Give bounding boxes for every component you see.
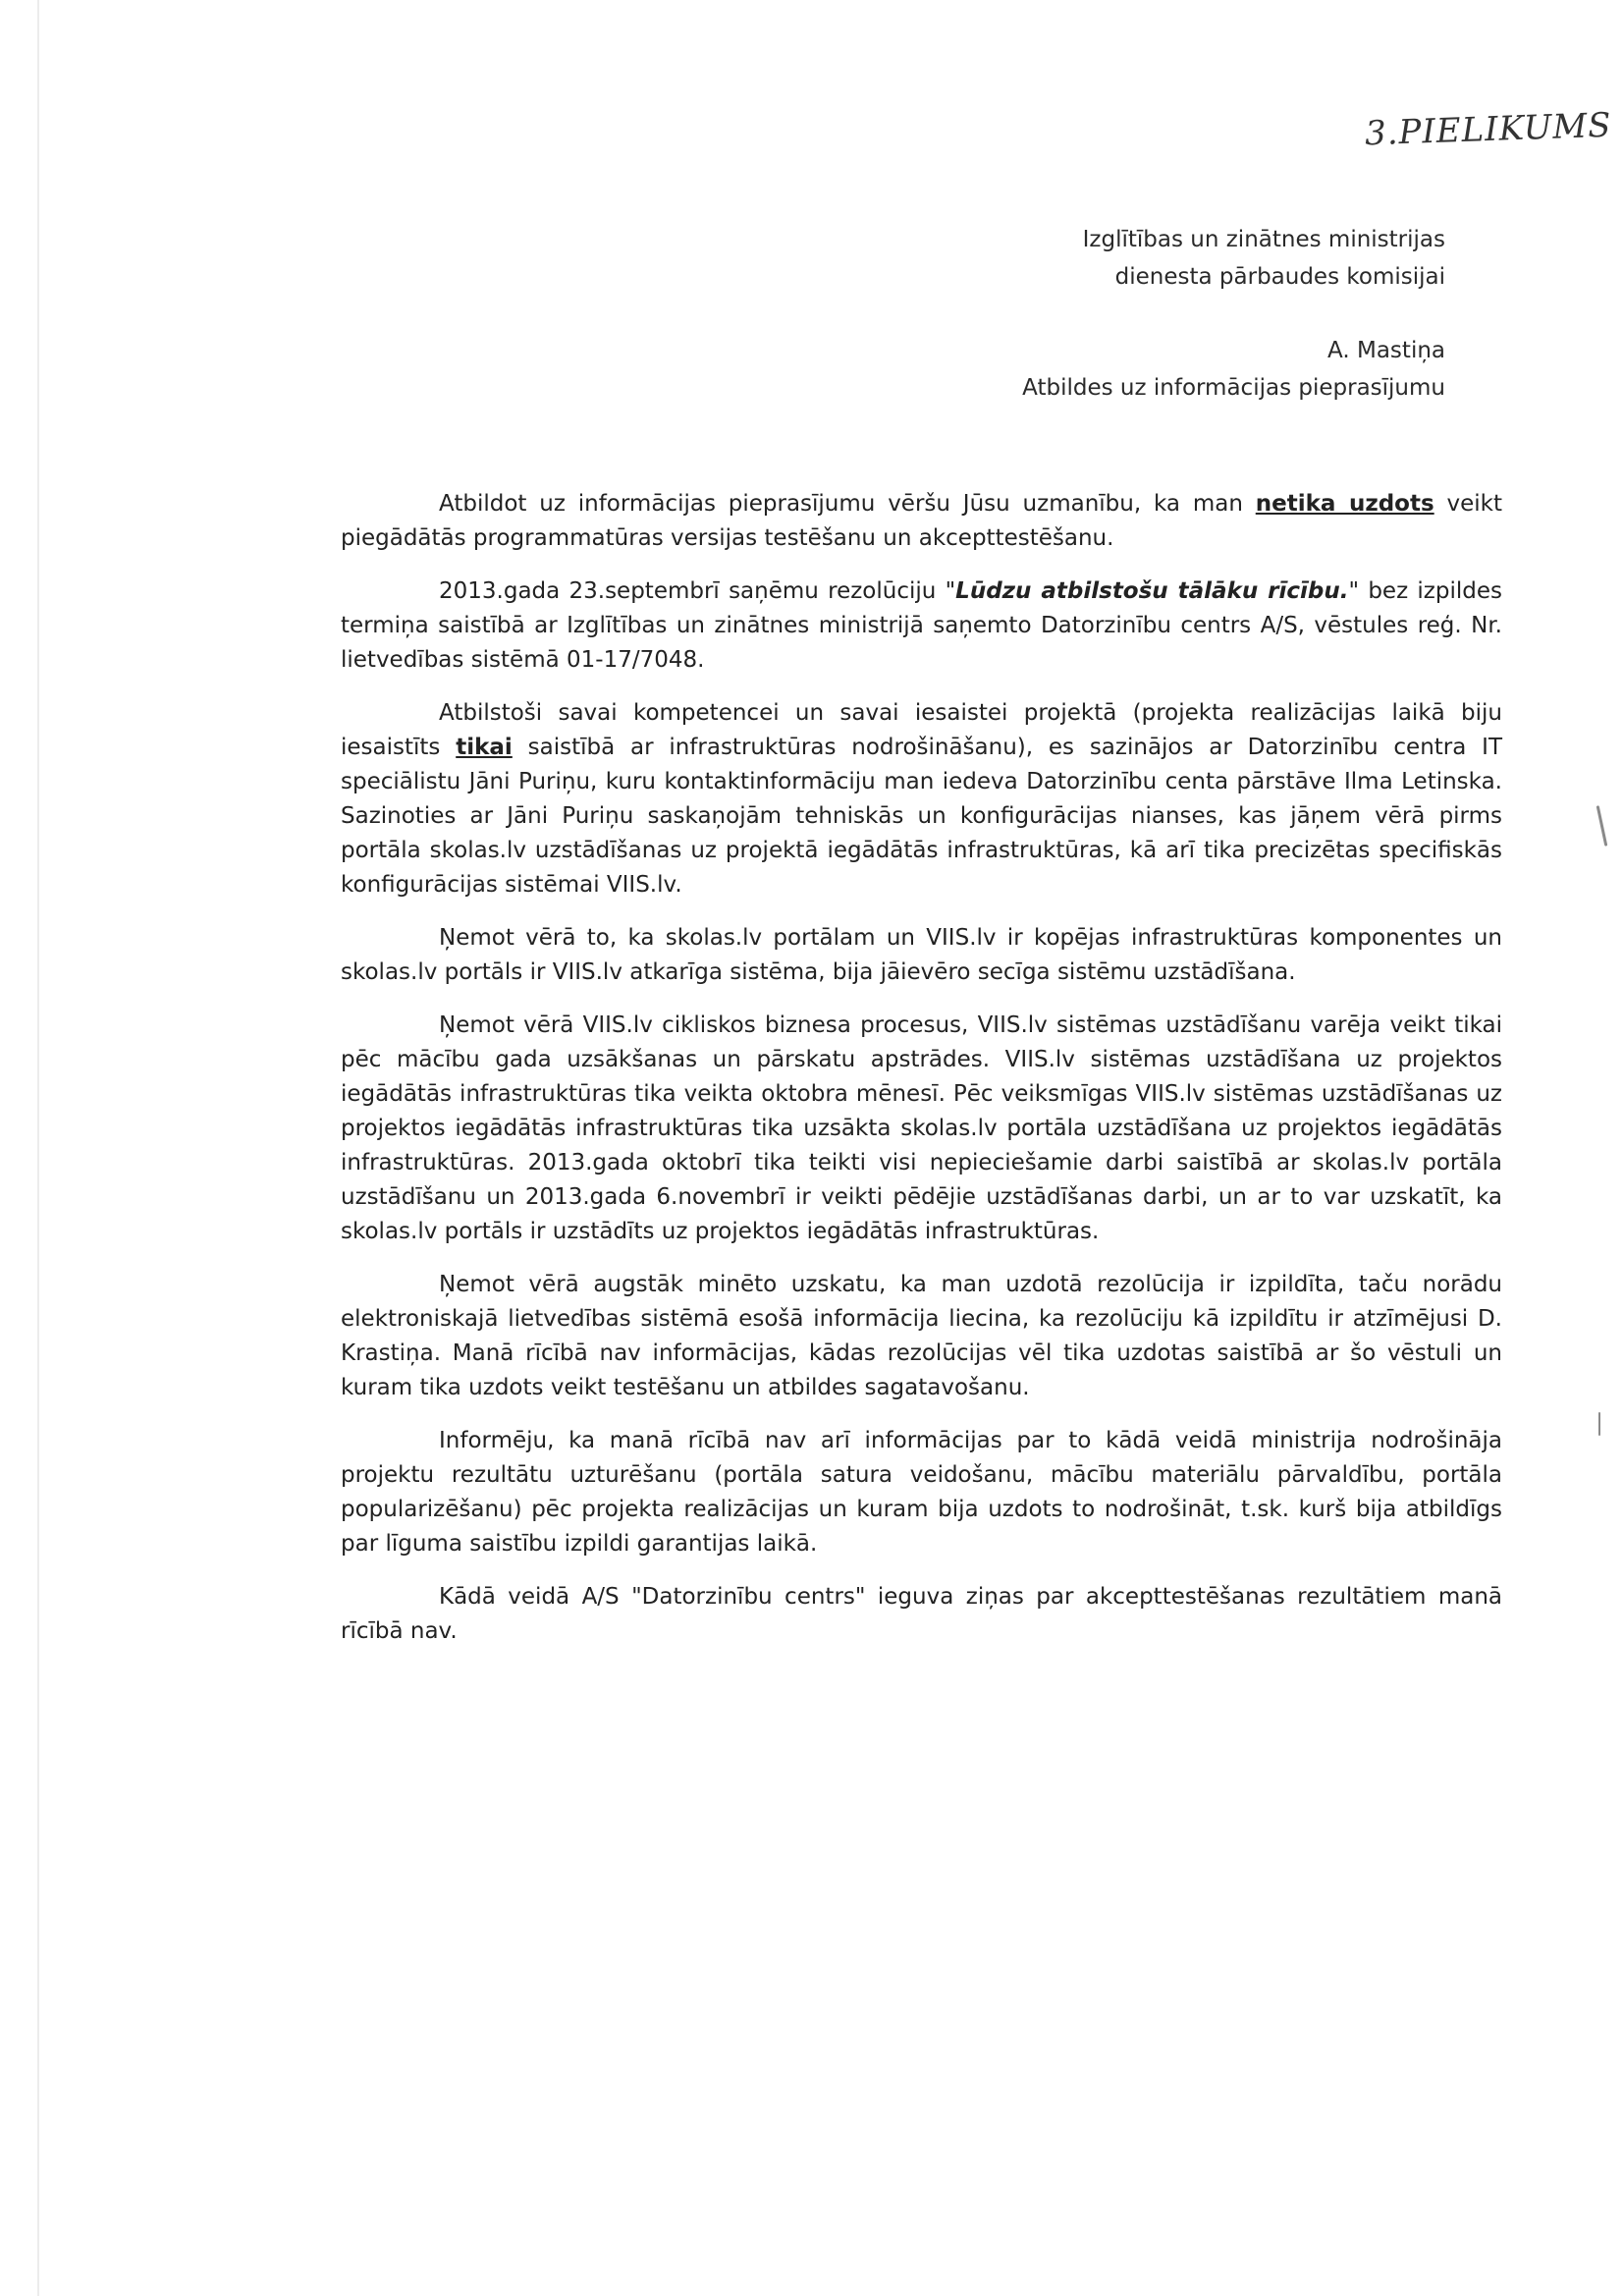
paragraph-3-underlined: tikai [456, 735, 513, 760]
paragraph-6: Ņemot vērā augstāk minēto uzskatu, ka man uzdotā rezolūcija ir izpildīta, taču norādu elektroniskajā lietvedības sistēmā esošā informācija liecina, ka rezolūciju kā izpildītu ir atzīmējusi D. Krastiņa. Manā rīcībā nav informācijas, kādas rezolūcijas vēl tika uzdotas saistībā ar šo vēstuli un kuram tika uzdots veikt testēšanu un atbildes sagatavošanu. [341, 1272, 1502, 1400]
addressee-block [1083, 221, 1445, 296]
scan-edge-line [37, 0, 39, 2296]
paragraph-5: Ņemot vērā VIIS.lv cikliskos biznesa procesus, VIIS.lv sistēmas uzstādīšanu varēja veikt tikai pēc mācību gada uzsākšanas un pārskatu apstrādes. VIIS.lv sistēmas uzstādīšana uz projektos iegādātās infrastruktūras tika veikta oktobra mēnesī. Pēc veiksmīgas VIIS.lv sistēmas uzstādīšanas uz projektos iegādātās infrastruktūras tika uzsākta skolas.lv portāla uzstādīšana uz projektos iegādātās infrastruktūras. 2013.gada oktobrī tika teikti visi nepieciešamie darbi saistībā ar skolas.lv portāla uzstādīšanu un 2013.gada 6.novembrī ir veikti pēdējie uzstādīšanas darbi, un ar to var uzskatīt, ka skolas.lv portāls ir uzstādīts uz projektos iegādātās infrastruktūras. [341, 1012, 1502, 1244]
paragraph-3-text-b: saistībā ar infrastruktūras nodrošināšanu), es sazinājos ar Datorzinību centra IT speciālistu Jāni Puriņu, kuru kontaktinformāciju man iedeva Datorzinību centa pārstāve Ilma Letinska. Sazinoties ar Jāni Puriņu saskaņojām tehniskās un konfigurācijas nianses, kas jāņem vērā pirms portāla skolas.lv uzstādīšanas uz projektā iegādātās infrastruktūras, kā arī tika precizētas specifiskās konfigurācijas sistēmai VIIS.lv. [341, 735, 1502, 898]
paragraph-3 [341, 696, 1502, 902]
paragraph-2-resolution-quote: Lūdzu atbilstošu tālāku rīcību. [955, 578, 1349, 604]
paragraph-2-text-b: " bez izpildes termiņa saistībā ar Izglītības un zinātnes ministrijā saņemto Datorzinību centrs A/S, vēstules reģ. Nr. lietvedības sistēmā 01-17/7048. [341, 578, 1502, 673]
paragraph-7: Informēju, ka manā rīcībā nav arī informācijas par to kādā veidā ministrija nodrošināja projektu rezultātu uzturēšanu (portāla satura veidošanu, mācību materiālu pārvaldību, portāla popularizēšanu) pēc projekta realizācijas un kuram bija uzdots to nodrošināt, t.sk. kurš bija atbildīgs par līguma saistību izpildi garantijas laikā. [341, 1428, 1502, 1557]
paragraph-3-text-a: Atbilstoši savai kompetencei un savai iesaistei projektā (projekta realizācijas laikā biju iesaistīts [341, 700, 1502, 760]
letter-body [341, 487, 1502, 1667]
margin-pen-mark-2 [1598, 1412, 1600, 1436]
paragraph-8: Kādā veidā A/S "Datorzinību centrs" ieguva ziņas par akcepttestēšanas rezultātiem manā rīcībā nav. [341, 1584, 1502, 1644]
addressee-line-1: Izglītības un zinātnes ministrijas [1082, 227, 1445, 252]
handwritten-annex-label: 3.PIELIKUMS [1364, 105, 1613, 154]
paragraph-1-text-b: veikt piegādātās programmatūras versijas testēšanu un akcepttestēšanu. [341, 491, 1502, 551]
paragraph-1-underlined: netika uzdots [1255, 491, 1434, 517]
margin-pen-mark-1 [1596, 805, 1608, 847]
paragraph-1 [341, 487, 1502, 556]
addressee-line-2: dienesta pārbaudes komisijai [1114, 264, 1445, 290]
sender-block [1022, 332, 1445, 407]
paragraph-2 [341, 574, 1502, 678]
letter-subject: Atbildes uz informācijas pieprasījumu [1022, 375, 1445, 401]
paragraph-4: Ņemot vērā to, ka skolas.lv portālam un VIIS.lv ir kopējas infrastruktūras komponentes un skolas.lv portāls ir VIIS.lv atkarīga sistēma, bija jāievēro secīga sistēmu uzstādīšana. [341, 925, 1502, 985]
sender-name: A. Mastiņa [1327, 338, 1445, 363]
paragraph-1-text-a: Atbildot uz informācijas pieprasījumu vēršu Jūsu uzmanību, ka man [439, 491, 1256, 517]
paragraph-2-text-a: 2013.gada 23.septembrī saņēmu rezolūciju " [439, 578, 956, 604]
